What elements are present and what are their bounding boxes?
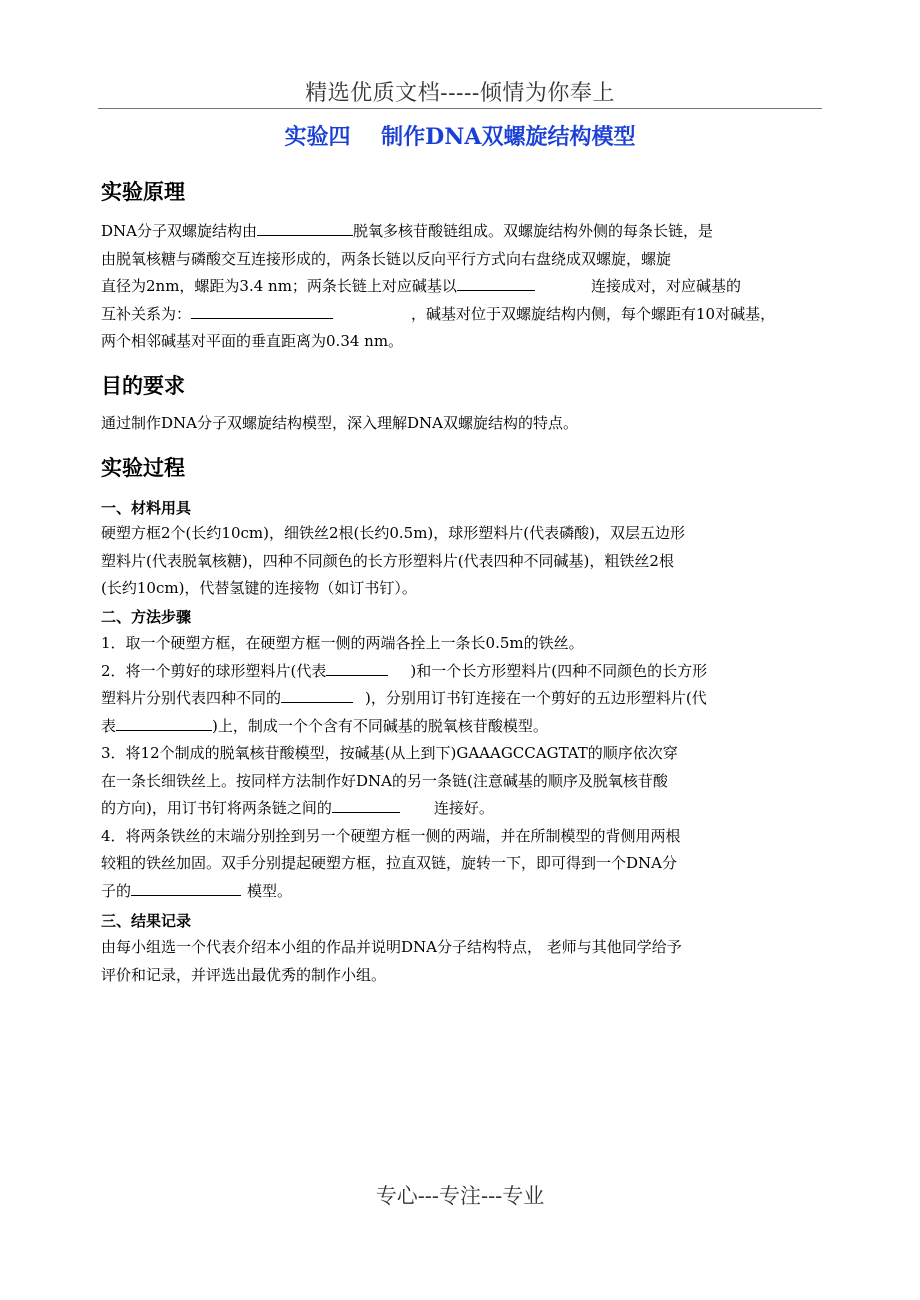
fill-in-blank <box>332 795 400 813</box>
fill-in-blank <box>116 713 212 731</box>
purpose-heading: 目的要求 <box>101 373 185 398</box>
text-line: 硬塑方框2个(长约10cm)，细铁丝2根(长约0.5m)，球形塑料片(代表磷酸)，双层五边形 <box>101 524 685 542</box>
result-paragraph <box>101 934 823 989</box>
purpose-text: 通过制作DNA分子双螺旋结构模型，深入理解DNA双螺旋结构的特点。 <box>101 414 578 432</box>
text-line: 1．取一个硬塑方框，在硬塑方框一侧的两端各拴上一条长0.5m的铁丝。 <box>101 634 584 652</box>
fill-in-blank <box>257 218 353 236</box>
text-line: 4．将两条铁丝的末端分别拴到另一个硬塑方框一侧的两端，并在所制模型的背侧用两根 <box>101 826 681 845</box>
text-line: 表 )上，制成一个个含有不同碱基的脱氧核苷酸模型。 <box>101 713 823 741</box>
process-heading: 实验过程 <box>101 455 185 480</box>
result-heading: 三、结果记录 <box>101 912 192 930</box>
text-line: 2．将一个剪好的球形塑料片(代表 )和一个长方形塑料片(四种不同颜色的长方形 <box>101 658 823 686</box>
method-paragraph <box>101 630 823 905</box>
text-line: 塑料片分别代表四种不同的 )，分别用订书钉连接在一个剪好的五边形塑料片(代 <box>101 685 823 713</box>
page-footer: 专心---专注---专业 <box>375 1184 545 1208</box>
fill-in-blank <box>131 878 241 896</box>
principle-paragraph <box>101 218 823 356</box>
principle-heading: 实验原理 <box>101 179 185 204</box>
page-header: 精选优质文档-----倾情为你奉上 <box>305 81 615 106</box>
fill-in-blank <box>191 301 333 319</box>
text-line: 子的 模型。 <box>101 878 823 906</box>
materials-heading: 一、材料用具 <box>101 499 192 517</box>
fill-in-blank <box>281 685 353 703</box>
fill-in-blank <box>457 273 535 291</box>
text-line: 在一条长细铁丝上。按同样方法制作好DNA的另一条链(注意碱基的顺序及脱氧核苷酸 <box>101 771 668 790</box>
text-line: 塑料片(代表脱氧核糖)，四种不同颜色的长方形塑料片(代表四种不同碱基)，粗铁丝2根 <box>101 551 674 570</box>
text-line: 3．将12个制成的脱氧核苷酸模型，按碱基(从上到下)GAAAGCCAGTAT的顺序依次穿 <box>101 744 678 762</box>
text-line: 两个相邻碱基对平面的垂直距离为0.34 nm。 <box>101 332 404 350</box>
text-line: 由脱氧核糖与磷酸交互连接形成的，两条长链以反向平行方式向右盘绕成双螺旋，螺旋 <box>101 249 672 268</box>
text-line: 较粗的铁丝加固。双手分别提起硬塑方框，拉直双链，旋转一下，即可得到一个DNA分 <box>101 854 677 872</box>
text-line: 的方向)，用订书钉将两条链之间的 连接好。 <box>101 795 823 823</box>
text-line: (长约10cm)，代替氢键的连接物（如订书钉）。 <box>101 579 417 597</box>
text-line: 互补关系为： ，碱基对位于双螺旋结构内侧，每个螺距有10对碱基， <box>101 301 823 329</box>
text-line: 由每小组选一个代表介绍本小组的作品并说明DNA分子结构特点， 老师与其他同学给予 <box>101 938 682 956</box>
text-line: 直径为2nm，螺距为3.4 nm；两条长链上对应碱基以 连接成对，对应碱基的 <box>101 273 823 301</box>
text-line: 评价和记录，并评选出最优秀的制作小组。 <box>101 965 387 984</box>
materials-paragraph <box>101 520 823 603</box>
fill-in-blank <box>326 658 388 676</box>
method-heading: 二、方法步骤 <box>101 608 192 626</box>
text-line: DNA分子双螺旋结构由 脱氧多核苷酸链组成。双螺旋结构外侧的每条长链，是 <box>101 218 823 246</box>
document-title: 实验四 制作DNA双螺旋结构模型 <box>284 124 636 150</box>
header-divider <box>98 108 822 109</box>
